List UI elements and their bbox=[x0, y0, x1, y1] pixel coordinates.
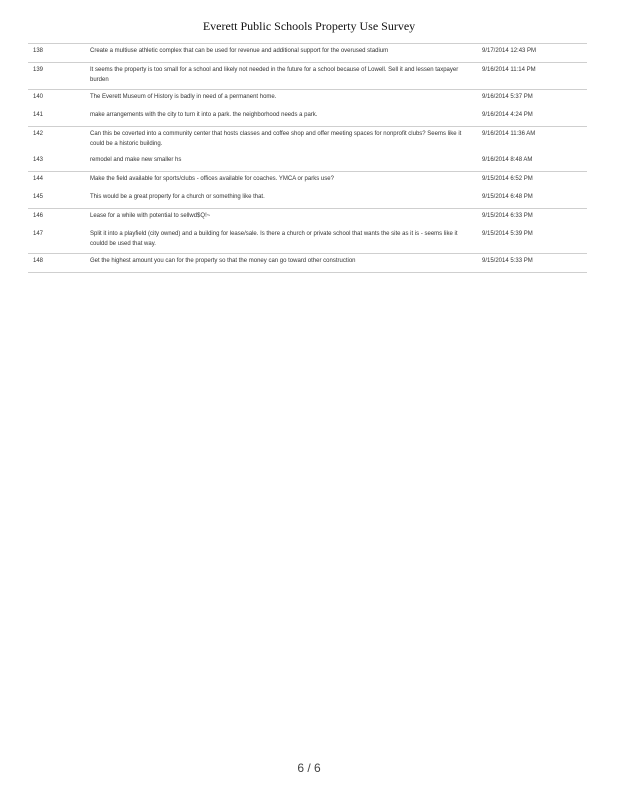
response-text: Create a multiuse athletic complex that can be used for revenue and additional support for the overused stadium bbox=[85, 44, 477, 63]
response-date: 9/17/2014 12:43 PM bbox=[477, 44, 587, 63]
table-row bbox=[28, 63, 587, 90]
response-text: remodel and make new smaller hs bbox=[85, 153, 477, 172]
response-date: 9/15/2014 5:39 PM bbox=[477, 227, 587, 254]
response-number: 147 bbox=[28, 227, 85, 254]
responses-table bbox=[28, 43, 587, 273]
response-date: 9/15/2014 6:52 PM bbox=[477, 172, 587, 191]
table-row bbox=[28, 90, 587, 109]
response-number: 145 bbox=[28, 190, 85, 209]
table-row bbox=[28, 44, 587, 63]
response-text: Lease for a while with potential to sellwd$Q!~ bbox=[85, 209, 477, 228]
response-text: The Everett Museum of History is badly in need of a permanent home. bbox=[85, 90, 477, 109]
response-text: It seems the property is too small for a school and likely not needed in the future for a school because of Lowell. Sell it and lessen taxpayer burden bbox=[85, 63, 477, 90]
response-text: Make the field available for sports/clubs - offices available for coaches. YMCA or parks use? bbox=[85, 172, 477, 191]
response-text: Can this be coverted into a community center that hosts classes and coffee shop and offer meeting spaces for nonprofit clubs? Seems like it could be a historic building. bbox=[85, 127, 477, 154]
table-row bbox=[28, 108, 587, 127]
table-row bbox=[28, 227, 587, 254]
response-text: make arrangements with the city to turn it into a park. the neighborhood needs a park. bbox=[85, 108, 477, 127]
response-number: 138 bbox=[28, 44, 85, 63]
response-date: 9/16/2014 4:24 PM bbox=[477, 108, 587, 127]
response-text: Split it into a playfield (city owned) and a building for lease/sale. Is there a church or private school that wants the site as it is - seems like it couldd be used that way. bbox=[85, 227, 477, 254]
table-row bbox=[28, 153, 587, 172]
response-date: 9/15/2014 5:33 PM bbox=[477, 254, 587, 273]
response-text: This would be a great property for a church or something like that. bbox=[85, 190, 477, 209]
response-number: 146 bbox=[28, 209, 85, 228]
response-date: 9/16/2014 5:37 PM bbox=[477, 90, 587, 109]
response-text: Get the highest amount you can for the property so that the money can go toward other construction bbox=[85, 254, 477, 273]
response-number: 143 bbox=[28, 153, 85, 172]
table-row bbox=[28, 190, 587, 209]
response-number: 141 bbox=[28, 108, 85, 127]
page-indicator: 6 / 6 bbox=[297, 761, 321, 775]
table-row bbox=[28, 172, 587, 191]
table-row bbox=[28, 254, 587, 273]
response-date: 9/16/2014 8:48 AM bbox=[477, 153, 587, 172]
response-number: 140 bbox=[28, 90, 85, 109]
response-date: 9/15/2014 6:33 PM bbox=[477, 209, 587, 228]
response-date: 9/15/2014 6:48 PM bbox=[477, 190, 587, 209]
response-number: 144 bbox=[28, 172, 85, 191]
response-number: 148 bbox=[28, 254, 85, 273]
table-row bbox=[28, 209, 587, 228]
response-date: 9/16/2014 11:14 PM bbox=[477, 63, 587, 90]
response-number: 142 bbox=[28, 127, 85, 154]
page-title: Everett Public Schools Property Use Survey bbox=[202, 19, 416, 33]
response-number: 139 bbox=[28, 63, 85, 90]
response-date: 9/16/2014 11:36 AM bbox=[477, 127, 587, 154]
table-row bbox=[28, 127, 587, 154]
